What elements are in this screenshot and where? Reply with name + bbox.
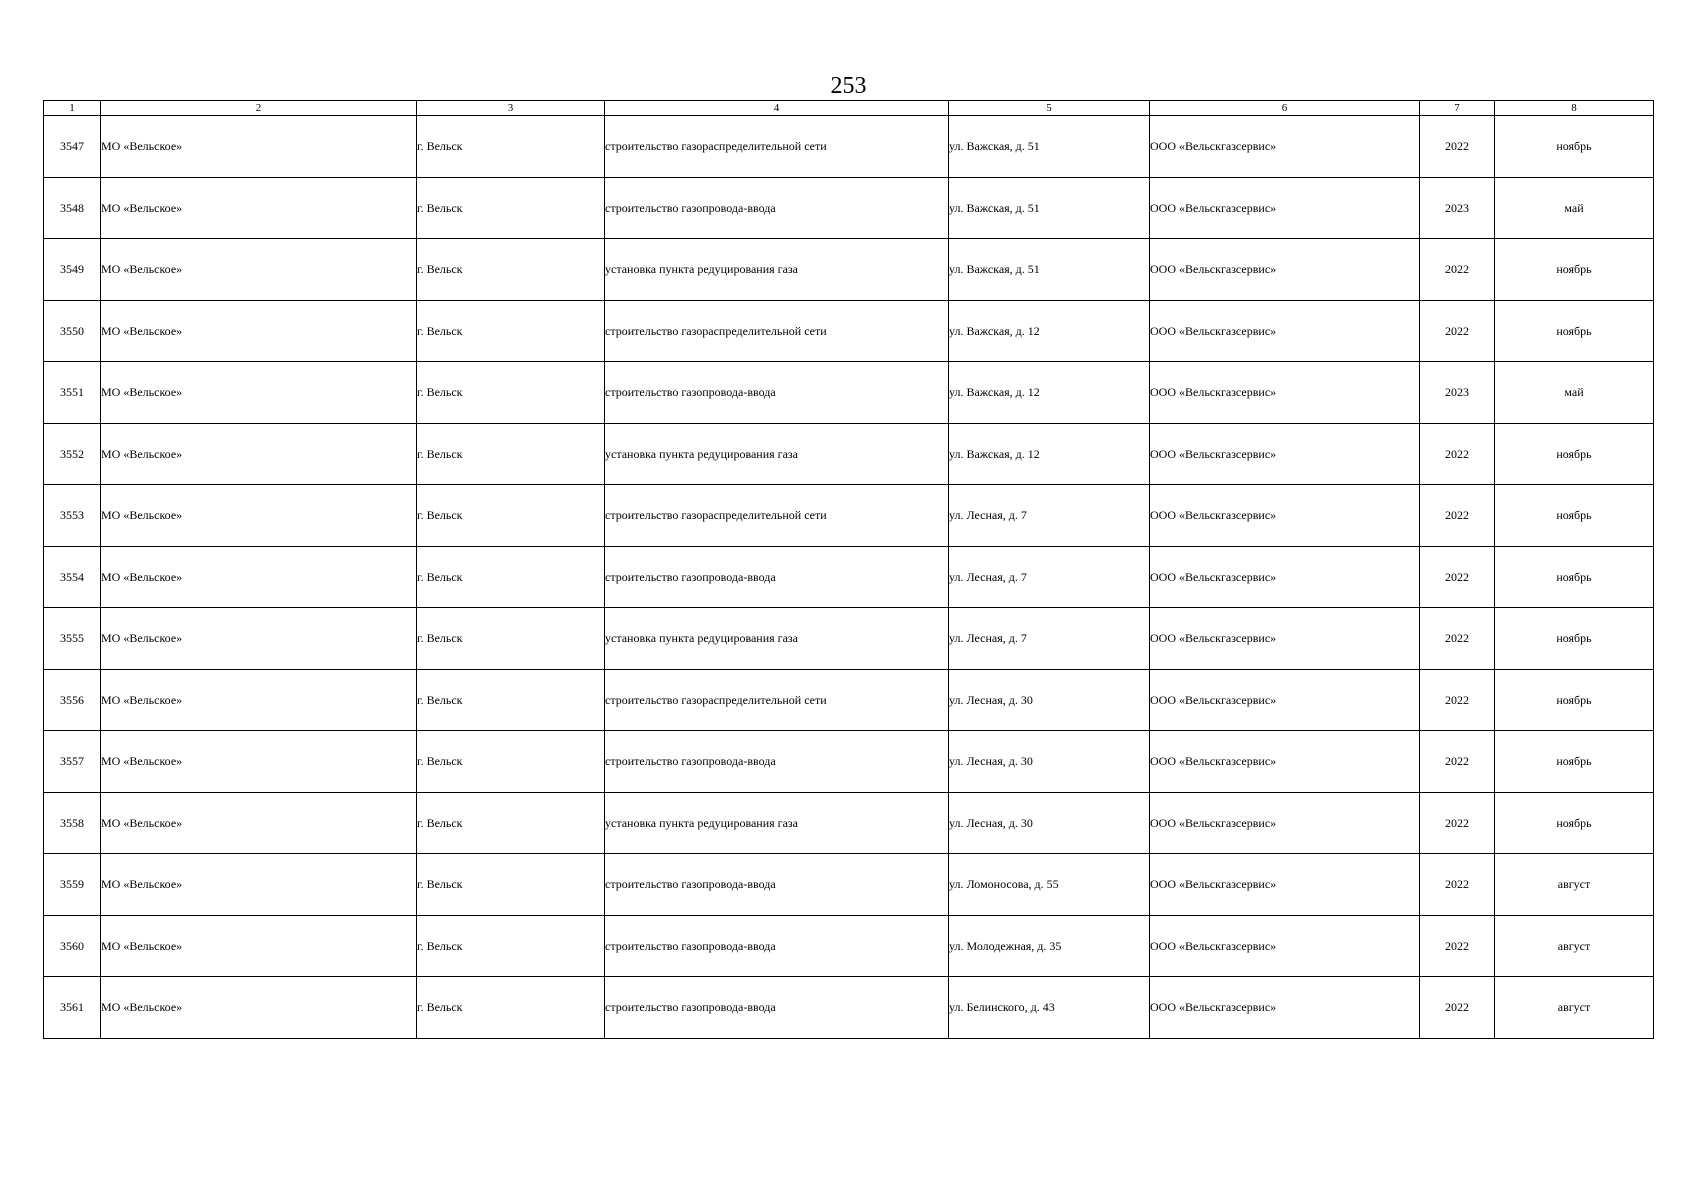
cell-address: ул. Белинского, д. 43 [949,977,1150,1039]
cell-address: ул. Важская, д. 51 [949,177,1150,239]
cell-year: 2022 [1420,977,1495,1039]
table-row [44,177,1654,239]
cell-address: ул. Важская, д. 12 [949,423,1150,485]
cell-year: 2022 [1420,300,1495,362]
cell-month: ноябрь [1495,546,1654,608]
cell-municipality: МО «Вельское» [101,485,417,547]
cell-address: ул. Ломоносова, д. 55 [949,854,1150,916]
cell-work-type: строительство газопровода-ввода [605,177,949,239]
table-row [44,854,1654,916]
page-number: 253 [830,73,867,99]
cell-organization: ООО «Вельскгазсервис» [1150,792,1420,854]
cell-row-number: 3549 [44,239,101,301]
cell-row-number: 3548 [44,177,101,239]
cell-address: ул. Важская, д. 51 [949,116,1150,178]
cell-year: 2022 [1420,485,1495,547]
cell-address: ул. Лесная, д. 30 [949,731,1150,793]
cell-municipality: МО «Вельское» [101,915,417,977]
cell-address: ул. Лесная, д. 7 [949,485,1150,547]
cell-work-type: строительство газораспределительной сети [605,116,949,178]
table-row [44,546,1654,608]
cell-row-number: 3547 [44,116,101,178]
cell-organization: ООО «Вельскгазсервис» [1150,546,1420,608]
cell-settlement: г. Вельск [417,669,605,731]
cell-row-number: 3561 [44,977,101,1039]
cell-row-number: 3560 [44,915,101,977]
cell-address: ул. Молодежная, д. 35 [949,915,1150,977]
cell-year: 2022 [1420,854,1495,916]
cell-organization: ООО «Вельскгазсервис» [1150,485,1420,547]
cell-month: ноябрь [1495,239,1654,301]
cell-month: май [1495,362,1654,424]
cell-address: ул. Лесная, д. 7 [949,546,1150,608]
cell-address: ул. Лесная, д. 30 [949,669,1150,731]
cell-organization: ООО «Вельскгазсервис» [1150,239,1420,301]
cell-settlement: г. Вельск [417,485,605,547]
cell-year: 2022 [1420,116,1495,178]
cell-municipality: МО «Вельское» [101,731,417,793]
table-row [44,423,1654,485]
cell-municipality: МО «Вельское» [101,239,417,301]
cell-work-type: строительство газораспределительной сети [605,669,949,731]
cell-month: ноябрь [1495,423,1654,485]
cell-month: ноябрь [1495,731,1654,793]
column-header: 4 [605,101,949,116]
gasification-table [43,100,1654,1039]
cell-month: ноябрь [1495,485,1654,547]
cell-organization: ООО «Вельскгазсервис» [1150,362,1420,424]
cell-settlement: г. Вельск [417,362,605,424]
cell-settlement: г. Вельск [417,977,605,1039]
cell-year: 2022 [1420,423,1495,485]
cell-municipality: МО «Вельское» [101,177,417,239]
column-header: 1 [44,101,101,116]
cell-settlement: г. Вельск [417,239,605,301]
cell-settlement: г. Вельск [417,608,605,670]
cell-municipality: МО «Вельское» [101,608,417,670]
cell-organization: ООО «Вельскгазсервис» [1150,669,1420,731]
column-header: 8 [1495,101,1654,116]
cell-month: ноябрь [1495,300,1654,362]
cell-municipality: МО «Вельское» [101,792,417,854]
cell-work-type: строительство газопровода-ввода [605,546,949,608]
cell-month: август [1495,977,1654,1039]
cell-organization: ООО «Вельскгазсервис» [1150,423,1420,485]
cell-year: 2022 [1420,669,1495,731]
cell-address: ул. Важская, д. 51 [949,239,1150,301]
cell-year: 2022 [1420,546,1495,608]
cell-month: ноябрь [1495,792,1654,854]
cell-year: 2022 [1420,731,1495,793]
cell-row-number: 3552 [44,423,101,485]
cell-month: ноябрь [1495,116,1654,178]
cell-municipality: МО «Вельское» [101,300,417,362]
cell-settlement: г. Вельск [417,546,605,608]
table-row [44,608,1654,670]
cell-municipality: МО «Вельское» [101,423,417,485]
cell-settlement: г. Вельск [417,854,605,916]
cell-year: 2022 [1420,239,1495,301]
cell-municipality: МО «Вельское» [101,546,417,608]
cell-settlement: г. Вельск [417,116,605,178]
cell-address: ул. Важская, д. 12 [949,362,1150,424]
cell-row-number: 3555 [44,608,101,670]
cell-month: ноябрь [1495,608,1654,670]
cell-organization: ООО «Вельскгазсервис» [1150,731,1420,793]
cell-municipality: МО «Вельское» [101,669,417,731]
cell-organization: ООО «Вельскгазсервис» [1150,177,1420,239]
table-row [44,669,1654,731]
cell-work-type: строительство газораспределительной сети [605,300,949,362]
cell-work-type: строительство газопровода-ввода [605,915,949,977]
cell-row-number: 3556 [44,669,101,731]
table-row [44,915,1654,977]
table-row [44,239,1654,301]
cell-month: май [1495,177,1654,239]
cell-month: август [1495,854,1654,916]
cell-address: ул. Лесная, д. 7 [949,608,1150,670]
cell-month: ноябрь [1495,669,1654,731]
table-row [44,977,1654,1039]
cell-municipality: МО «Вельское» [101,854,417,916]
cell-work-type: строительство газопровода-ввода [605,854,949,916]
column-header: 6 [1150,101,1420,116]
cell-settlement: г. Вельск [417,792,605,854]
column-header: 7 [1420,101,1495,116]
cell-row-number: 3557 [44,731,101,793]
cell-row-number: 3559 [44,854,101,916]
cell-settlement: г. Вельск [417,177,605,239]
cell-organization: ООО «Вельскгазсервис» [1150,608,1420,670]
cell-year: 2023 [1420,177,1495,239]
cell-work-type: строительство газопровода-ввода [605,977,949,1039]
cell-year: 2023 [1420,362,1495,424]
table-row [44,362,1654,424]
column-number-row [44,101,1654,116]
cell-organization: ООО «Вельскгазсервис» [1150,977,1420,1039]
cell-address: ул. Важская, д. 12 [949,300,1150,362]
cell-year: 2022 [1420,915,1495,977]
cell-settlement: г. Вельск [417,423,605,485]
cell-row-number: 3550 [44,300,101,362]
column-header: 2 [101,101,417,116]
cell-address: ул. Лесная, д. 30 [949,792,1150,854]
cell-municipality: МО «Вельское» [101,116,417,178]
cell-organization: ООО «Вельскгазсервис» [1150,915,1420,977]
cell-settlement: г. Вельск [417,731,605,793]
column-header: 5 [949,101,1150,116]
cell-row-number: 3551 [44,362,101,424]
table-row [44,300,1654,362]
cell-year: 2022 [1420,792,1495,854]
cell-work-type: строительство газопровода-ввода [605,731,949,793]
table-body [44,116,1654,1039]
cell-organization: ООО «Вельскгазсервис» [1150,116,1420,178]
column-header: 3 [417,101,605,116]
table-row [44,116,1654,178]
table-row [44,731,1654,793]
cell-work-type: строительство газопровода-ввода [605,362,949,424]
cell-municipality: МО «Вельское» [101,362,417,424]
cell-year: 2022 [1420,608,1495,670]
cell-settlement: г. Вельск [417,300,605,362]
cell-organization: ООО «Вельскгазсервис» [1150,854,1420,916]
cell-work-type: установка пункта редуцирования газа [605,239,949,301]
cell-settlement: г. Вельск [417,915,605,977]
cell-work-type: установка пункта редуцирования газа [605,423,949,485]
table-row [44,485,1654,547]
cell-row-number: 3558 [44,792,101,854]
cell-work-type: строительство газораспределительной сети [605,485,949,547]
cell-organization: ООО «Вельскгазсервис» [1150,300,1420,362]
cell-municipality: МО «Вельское» [101,977,417,1039]
table-row [44,792,1654,854]
cell-row-number: 3553 [44,485,101,547]
cell-month: август [1495,915,1654,977]
cell-work-type: установка пункта редуцирования газа [605,608,949,670]
cell-row-number: 3554 [44,546,101,608]
cell-work-type: установка пункта редуцирования газа [605,792,949,854]
